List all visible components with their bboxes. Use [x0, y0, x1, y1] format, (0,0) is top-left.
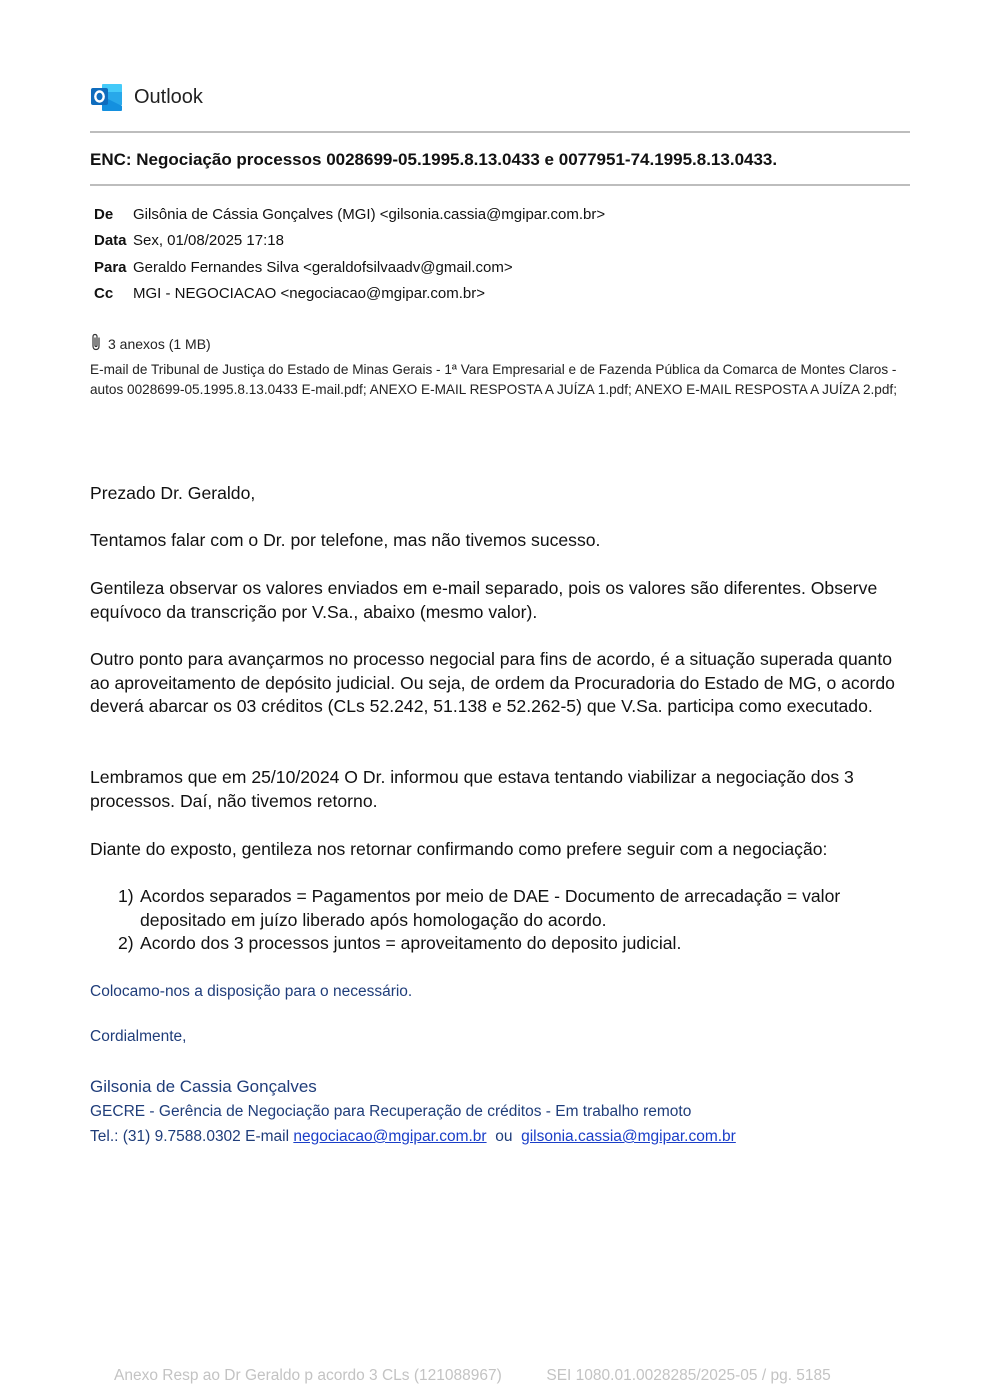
paragraph-5: [90, 838, 915, 862]
signature-or: ou: [495, 1128, 513, 1145]
app-name: Outlook: [134, 85, 203, 108]
paragraph-1-text: Tentamos falar com o Dr. por telefone, mas não tivemos sucesso.: [90, 530, 601, 550]
paperclip-icon: [90, 333, 102, 354]
outlook-logo-icon: [90, 82, 124, 112]
footer-sei-reference: SEI 1080.01.0028285/2025-05 / pg. 5185: [546, 1367, 831, 1384]
list-item: [118, 932, 888, 956]
signature-contact: [90, 1128, 736, 1146]
email-subject: ENC: Negociação processos 0028699-05.1995.8.13.0433 e 0077951-74.1995.8.13.0433.: [90, 150, 778, 169]
cc-value: MGI - NEGOCIACAO <negociacao@mgipar.com.br>: [133, 285, 486, 303]
signature-phone: Tel.: (31) 9.7588.0302 E-mail: [90, 1128, 290, 1145]
attachments-count: 3 anexos (1 MB): [108, 335, 211, 352]
list-text: Acordos separados = Pagamentos por meio de DAE - Documento de arrecadação = valor depositado em juízo liberado após homologação do acordo.: [140, 886, 841, 930]
paragraph-3-text: Outro ponto para avançarmos no processo negocial para fins de acordo, é a situação superada quanto ao aproveitamento de depósito judicial. Ou seja, de ordem da Procuradoria do Estado de MG, o acordo deverá abarcar os 03 créditos (CLs 52.242, 51.138 e 52.262-5) que V.Sa. participa como executado.: [90, 649, 895, 717]
to-row: [90, 254, 605, 281]
signature-name: Gilsonia de Cassia Gonçalves: [90, 1077, 317, 1096]
header-divider: [90, 131, 910, 133]
to-label: Para: [94, 258, 127, 276]
paragraph-4: [90, 766, 915, 813]
to-value: Geraldo Fernandes Silva <geraldofsilvaadv@gmail.com>: [133, 258, 513, 276]
paragraph-2: [90, 577, 915, 624]
from-label: De: [94, 205, 114, 223]
closing-line: Colocamo-nos a disposição para o necessário.: [90, 983, 413, 1000]
attachments-summary: [90, 333, 211, 354]
list-item: [118, 885, 888, 932]
date-value: Sex, 01/08/2025 17:18: [133, 232, 284, 250]
signature-email-link-2[interactable]: gilsonia.cassia@mgipar.com.br: [521, 1128, 736, 1145]
footer-document-name: Anexo Resp ao Dr Geraldo p acordo 3 CLs (121088967): [114, 1367, 502, 1384]
cc-label: Cc: [94, 285, 114, 303]
list-text: Acordo dos 3 processos juntos = aproveitamento do deposito judicial.: [140, 933, 682, 954]
paragraph-2-text: Gentileza observar os valores enviados em e-mail separado, pois os valores são diferentes. Observe equívoco da transcrição por V.Sa., abaixo (mesmo valor).: [90, 578, 878, 622]
page-footer: [114, 1367, 831, 1385]
greeting: [90, 482, 915, 506]
paragraph-4-text: Lembramos que em 25/10/2024 O Dr. informou que estava tentando viabilizar a negociação dos 3 processos. Daí, não tivemos retorno.: [90, 767, 854, 811]
date-label: Data: [94, 232, 127, 250]
list-number: 2): [118, 933, 134, 954]
from-value: Gilsônia de Cássia Gonçalves (MGI) <gilsonia.cassia@mgipar.com.br>: [133, 205, 606, 223]
closing-salutation: Cordialmente,: [90, 1028, 187, 1045]
list-number: 1): [118, 886, 134, 906]
signature-department: GECRE - Gerência de Negociação para Recuperação de créditos - Em trabalho remoto: [90, 1103, 692, 1120]
greeting-text: Prezado Dr. Geraldo,: [90, 483, 256, 503]
date-row: [90, 228, 605, 255]
options-list: [118, 885, 888, 956]
email-metadata: [90, 201, 605, 307]
cc-row: [90, 281, 605, 308]
signature-email-link-1[interactable]: negociacao@mgipar.com.br: [293, 1128, 487, 1145]
paragraph-5-text: Diante do exposto, gentileza nos retornar confirmando como prefere seguir com a negociação:: [90, 839, 828, 859]
app-header: [90, 80, 203, 114]
paragraph-1: [90, 529, 915, 553]
paragraph-3: [90, 648, 915, 719]
from-row: [90, 201, 605, 228]
subject-divider: [90, 184, 910, 186]
attachments-list: E-mail de Tribunal de Justiça do Estado de Minas Gerais - 1ª Vara Empresarial e de Fazenda Pública da Comarca de Montes Claros - autos 0028699-05.1995.8.13.0433 E-mail.pdf; ANEXO E-MAIL RESPOSTA A JUÍZA 1.pdf; ANEXO E-MAIL RESPOSTA A JUÍZA 2.pdf;: [90, 362, 897, 397]
